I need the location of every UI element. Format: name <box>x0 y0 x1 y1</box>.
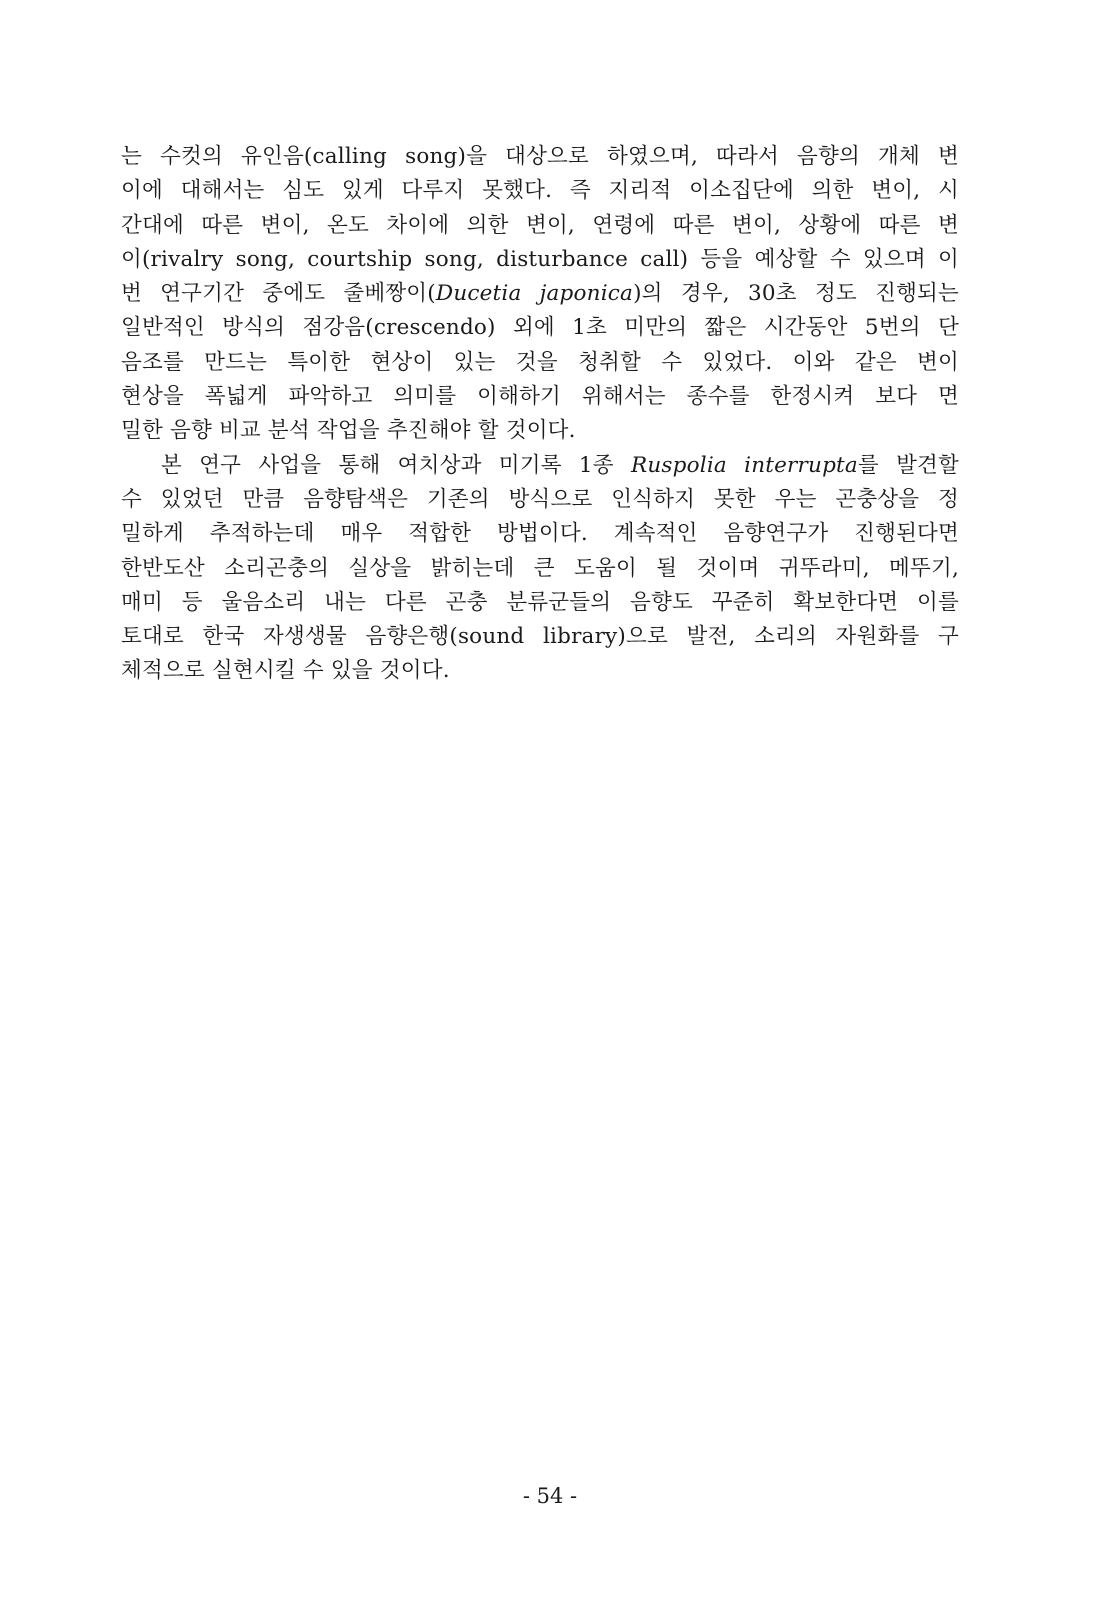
text-line: 토대로 한국 자생생물 음향은행(sound library)으로 발전, 소리의 자원화를 구 <box>121 624 959 650</box>
species-name: Ducetia japonica <box>435 281 634 307</box>
text-line: 수 있었던 만큼 음향탐색은 기존의 방식으로 인식하지 못한 우는 곤충상을 정 <box>121 486 959 512</box>
text-segment: )의 경우, 30초 정도 진행되는 <box>633 281 959 307</box>
body-text <box>121 140 959 689</box>
text-line: 밀한 음향 비교 분석 작업을 추진해야 할 것이다. <box>121 418 576 444</box>
species-name: Ruspolia interrupta <box>631 452 858 478</box>
text-line: 음조를 만드는 특이한 현상이 있는 것을 청취할 수 있었다. 이와 같은 변이 <box>121 349 959 375</box>
text-line <box>121 277 959 311</box>
text-segment: 를 발견할 <box>857 452 959 478</box>
text-line: 간대에 따른 변이, 온도 차이에 의한 변이, 연령에 따른 변이, 상황에 따른 변 <box>121 212 959 238</box>
text-line: 일반적인 방식의 점강음(crescendo) 외에 1초 미만의 짧은 시간동안 5번의 단 <box>121 315 959 341</box>
text-line <box>121 449 959 483</box>
text-line: 체적으로 실현시킬 수 있을 것이다. <box>121 658 450 684</box>
text-line: 는 수컷의 유인음(calling song)을 대상으로 하였으며, 따라서 음향의 개체 변 <box>121 144 959 169</box>
text-segment: 본 연구 사업을 통해 여치상과 미기록 1종 <box>161 452 631 478</box>
page-number: - 54 - <box>522 1484 578 1508</box>
text-line: 밀하게 추적하는데 매우 적합한 방법이다. 계속적인 음향연구가 진행된다면 <box>121 521 959 547</box>
text-segment: 번 연구기간 중에도 줄베짱이( <box>121 281 436 307</box>
text-line: 현상을 폭넓게 파악하고 의미를 이해하기 위해서는 종수를 한정시켜 보다 면 <box>121 384 959 410</box>
text-line: 이(rivalry song, courtship song, disturbance call) 등을 예상할 수 있으며 이 <box>121 246 959 272</box>
text-line: 이에 대해서는 심도 있게 다루지 못했다. 즉 지리적 이소집단에 의한 변이, 시 <box>121 178 959 204</box>
text-line: 한반도산 소리곤충의 실상을 밝히는데 큰 도움이 될 것이며 귀뚜라미, 메뚜기, <box>121 555 959 581</box>
text-line: 매미 등 울음소리 내는 다른 곤충 분류군들의 음향도 꾸준히 확보한다면 이를 <box>121 589 959 615</box>
